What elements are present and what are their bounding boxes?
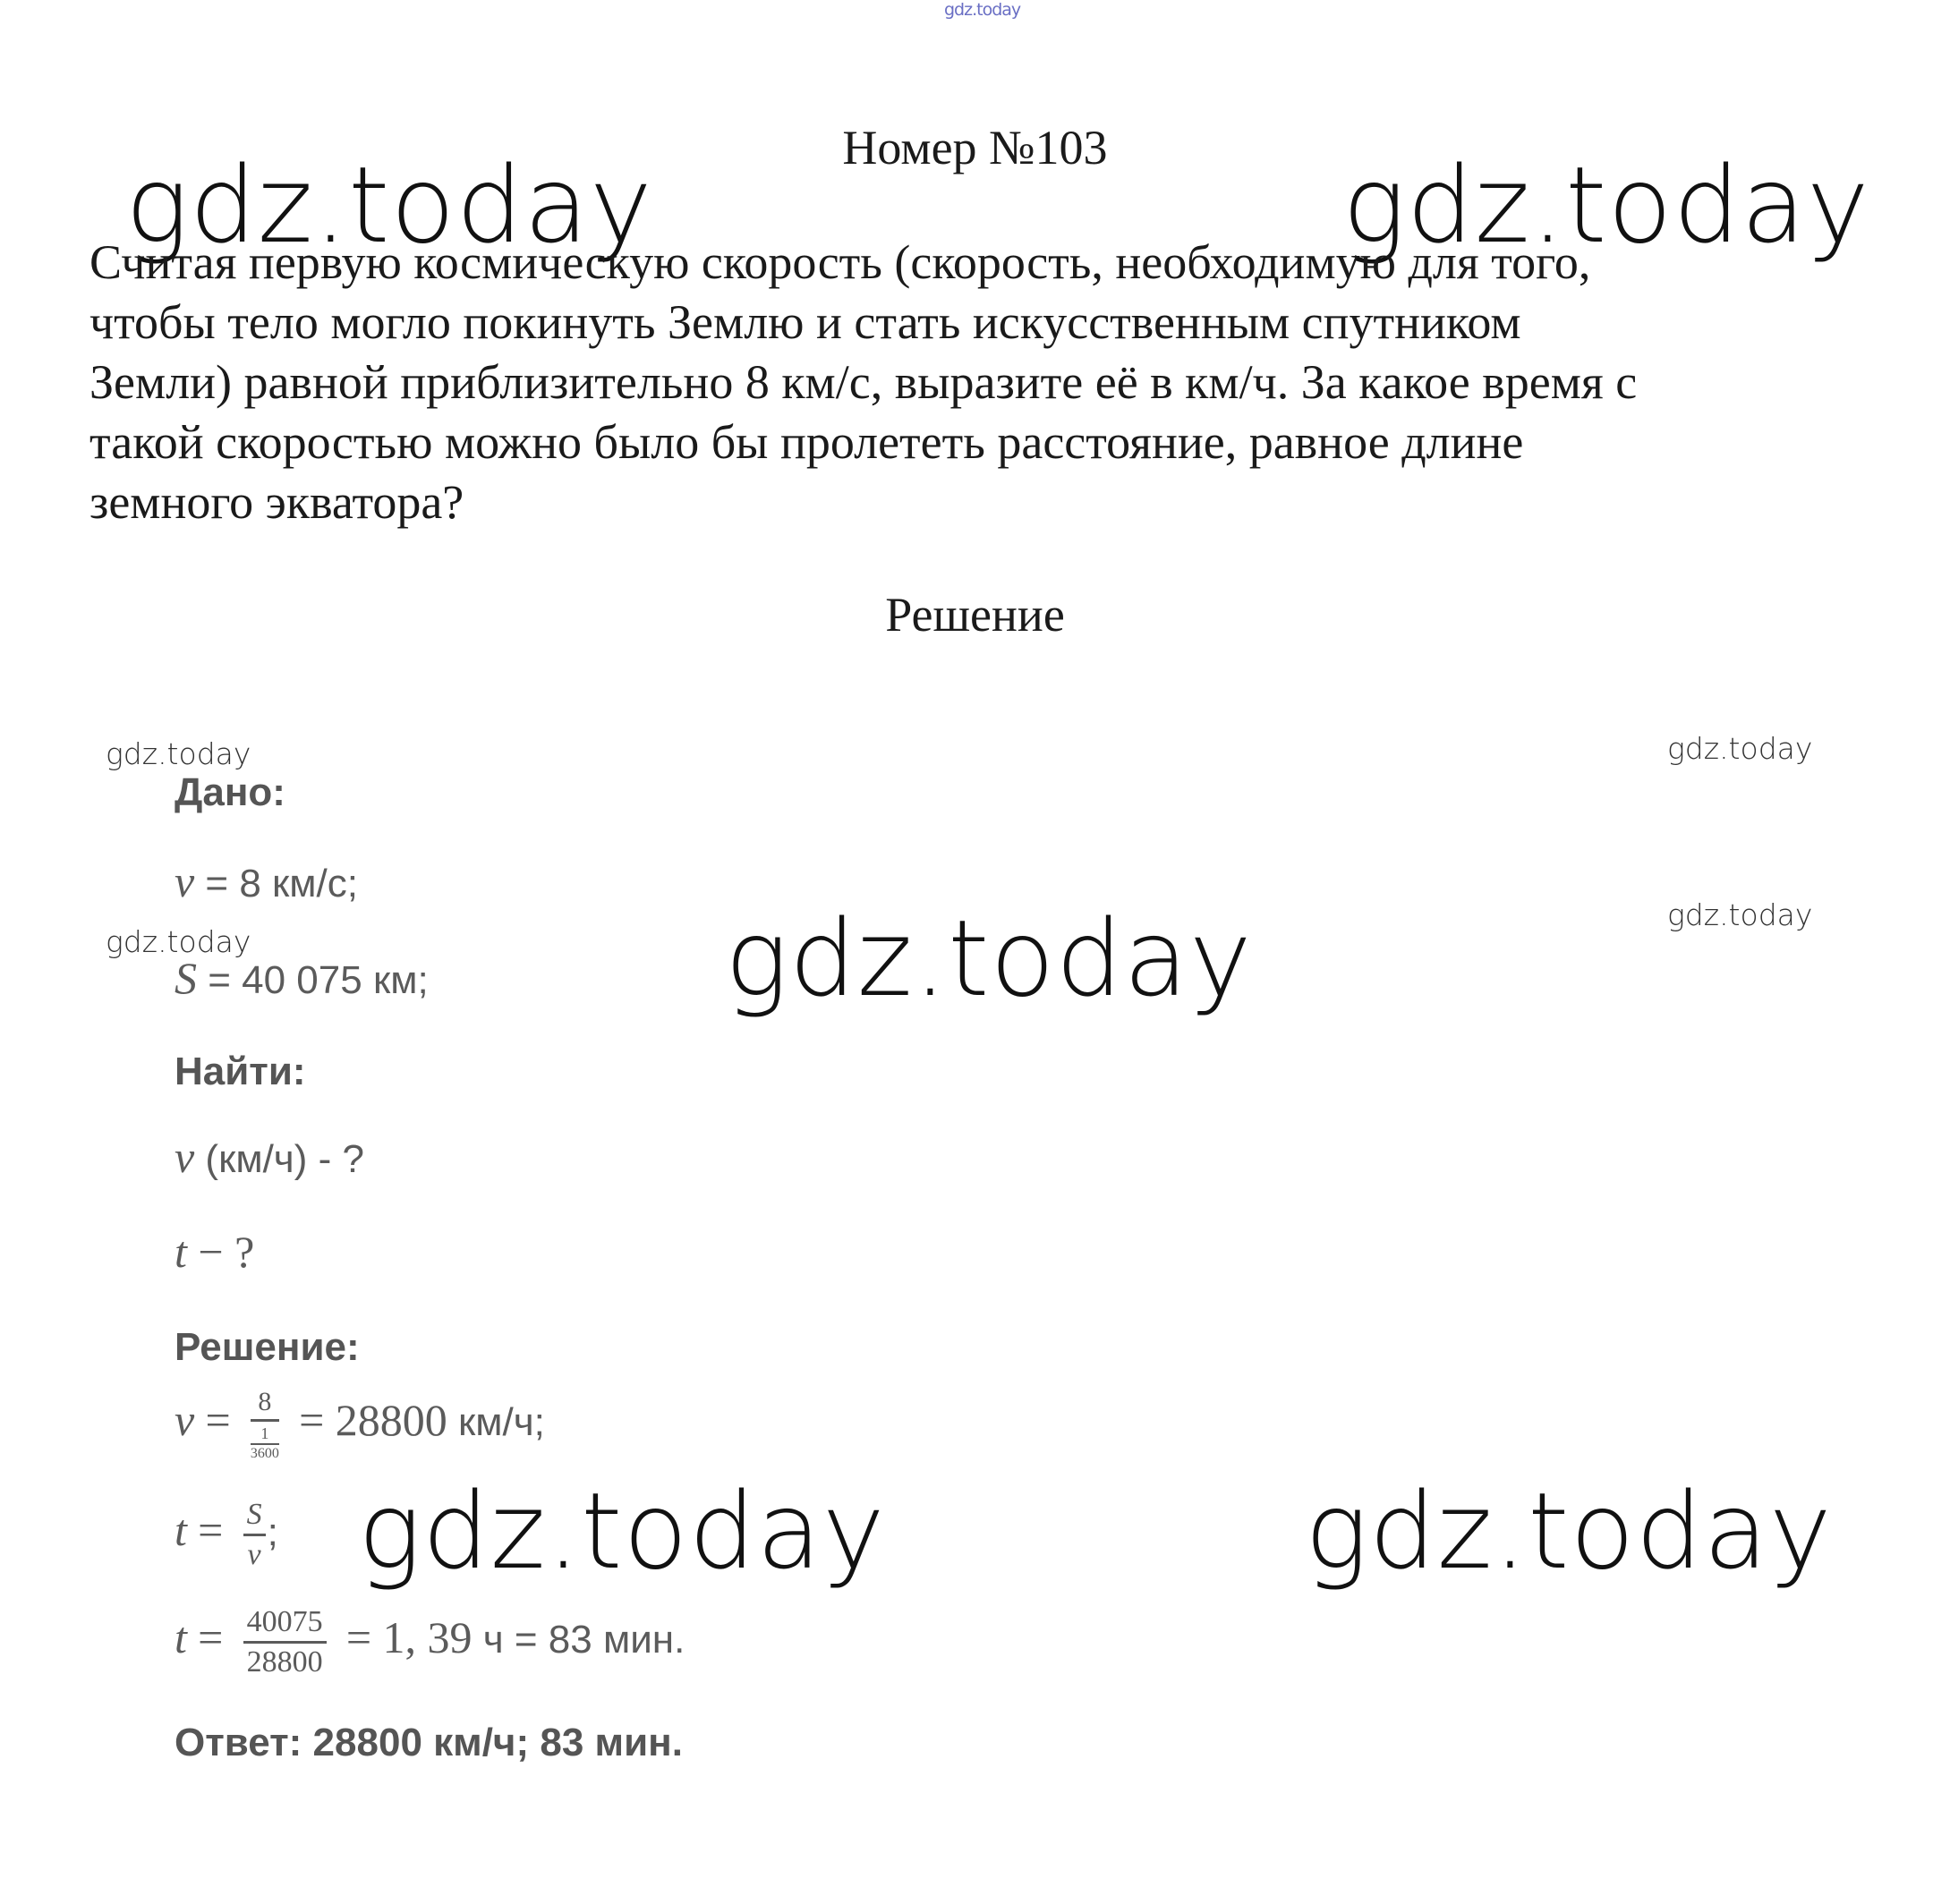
problem-line: Земли) равной приблизительно 8 км/с, выразите её в км/ч. За какое время с — [89, 355, 1638, 409]
watermark-small-2: gdz.today — [1667, 731, 1813, 766]
velocity-unit: км/ч; — [447, 1400, 545, 1445]
equals-sign: = — [198, 1612, 224, 1663]
problem-statement — [89, 233, 1870, 532]
watermark-top: gdz.today — [944, 0, 1021, 20]
watermark-large-bottom-right: gdz.today — [1305, 1469, 1833, 1593]
fraction-numerator: 8 — [251, 1389, 279, 1422]
equation-time-value — [175, 1607, 685, 1678]
find-time — [175, 1227, 255, 1277]
formula-tail: ; — [267, 1510, 278, 1555]
fraction-denominator — [251, 1422, 279, 1461]
watermark-small-1: gdz.today — [106, 736, 251, 771]
problem-line: Считая первую космическую скорость (скорость, необходимую для того, — [89, 235, 1591, 289]
equals-sign: = — [205, 1395, 231, 1446]
problem-line: такой скоростью можно было бы пролететь расстояние, равное длине — [89, 415, 1524, 469]
fraction-denominator: 28800 — [246, 1645, 323, 1679]
answer: Ответ: 28800 км/ч; 83 мин. — [175, 1721, 683, 1764]
nested-numerator: 1 — [251, 1425, 279, 1445]
problem-line: земного экватора? — [89, 475, 464, 529]
fraction-s-over-v — [243, 1500, 266, 1570]
find-velocity — [175, 1132, 364, 1182]
time-result: = 1, 39 — [345, 1612, 473, 1663]
fraction-time — [243, 1607, 327, 1678]
var-t: t — [175, 1505, 187, 1556]
fraction-velocity — [251, 1389, 279, 1461]
nested-fraction — [251, 1425, 279, 1461]
equation-time-formula — [175, 1500, 278, 1570]
given-distance-value: = 40 075 км; — [197, 958, 429, 1002]
find-time-text: − ? — [186, 1227, 255, 1277]
equation-velocity — [175, 1389, 545, 1461]
given-velocity — [175, 856, 358, 906]
given-label: Дано: — [175, 770, 285, 814]
var-v: v — [175, 1395, 195, 1446]
find-label: Найти: — [175, 1050, 306, 1093]
watermark-small-3: gdz.today — [106, 924, 251, 959]
find-velocity-text: (км/ч) - ? — [194, 1137, 364, 1181]
time-unit: ч = 83 мин. — [472, 1618, 685, 1662]
watermark-small-4: gdz.today — [1667, 897, 1813, 932]
problem-title: Номер №103 — [842, 121, 1108, 174]
equals-sign: = — [198, 1505, 224, 1556]
var-t: t — [175, 1227, 187, 1277]
var-v: v — [175, 1132, 195, 1182]
fraction-numerator: S — [243, 1500, 266, 1536]
solution-label: Решение: — [175, 1325, 360, 1369]
watermark-large-bottom-left: gdz.today — [358, 1469, 886, 1593]
var-s: S — [175, 953, 197, 1003]
var-v: v — [175, 856, 195, 906]
nested-denominator: 3600 — [250, 1446, 279, 1461]
var-t: t — [175, 1612, 187, 1663]
velocity-result: = 28800 — [299, 1395, 447, 1446]
given-distance — [175, 953, 429, 1003]
solution-heading: Решение — [885, 588, 1065, 642]
fraction-denominator: v — [247, 1538, 261, 1571]
watermark-large-center: gdz.today — [725, 897, 1253, 1020]
given-velocity-value: = 8 км/с; — [194, 862, 358, 905]
fraction-numerator: 40075 — [243, 1607, 327, 1644]
watermark-large-left: gdz.today — [125, 143, 653, 267]
watermark-large-right: gdz.today — [1342, 143, 1870, 267]
problem-line: чтобы тело могло покинуть Землю и стать искусственным спутником — [89, 295, 1521, 349]
